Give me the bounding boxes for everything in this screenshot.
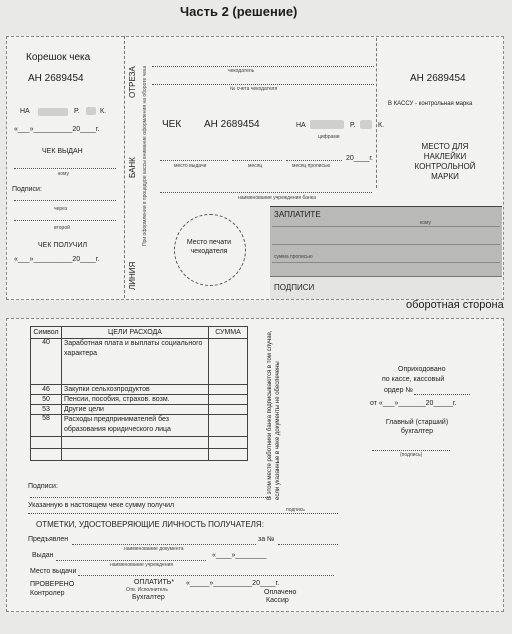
month-words-label: месяц прописью [292, 163, 331, 169]
main-date: 20____г. [346, 155, 374, 162]
oprih-line1: по кассе, кассовый [382, 376, 445, 383]
za-no-label: за № [258, 536, 275, 543]
provereno-label: ПРОВЕРЕНО [30, 581, 75, 588]
row-text: Другие цели [62, 405, 209, 415]
stub-na: НА [20, 108, 30, 115]
stub-title: Корешок чека [26, 52, 91, 63]
main-ciframi: цифрами [318, 134, 340, 140]
row-text: Закупки сельхозпродуктов [62, 385, 209, 395]
mesto-label: Место выдачи [30, 568, 77, 575]
pay-line-3 [272, 262, 500, 263]
oprih-sign-line [372, 450, 450, 451]
stub-issued-line [14, 168, 116, 169]
bank-line [160, 192, 372, 193]
stamp-label: Место печати чекодателя [186, 239, 232, 255]
ots-isp-label: Отв. Исполнитель [126, 587, 168, 593]
row-sum [209, 449, 248, 461]
received-podpis: подпись [286, 507, 305, 513]
signatures-label: ПОДПИСИ [274, 283, 315, 292]
bank-name-label: наименование учреждения банка [238, 195, 316, 201]
main-kop-blur [360, 120, 372, 129]
account-line [152, 84, 374, 85]
row-sum [209, 405, 248, 415]
oplat-date: «_____»__________20____г. [186, 580, 280, 587]
oplacheno-label: Оплачено [264, 589, 297, 596]
spine-liniya: ЛИНИЯ [128, 261, 137, 290]
month-label: месяц [248, 163, 263, 169]
main-rub: Р. [350, 122, 356, 129]
stub-cherez: через [54, 206, 68, 212]
drawer-line [152, 66, 374, 67]
stub-kop-blur [86, 107, 96, 115]
stub-second-line [14, 220, 116, 221]
stub-separator [124, 36, 125, 298]
pay-line-1 [272, 226, 500, 227]
pay-komu: кому [420, 220, 432, 226]
pay-line-2 [272, 244, 500, 245]
stub-komu: кому [58, 171, 70, 177]
place-line [160, 160, 228, 161]
row-code: 40 [31, 339, 62, 385]
za-no-line [278, 544, 338, 545]
stub-date: «___»__________20____г. [14, 126, 100, 133]
col-symbol: Символ [31, 327, 62, 339]
page-title: Часть 2 (решение) [180, 4, 298, 19]
main-chek: ЧЕК [162, 119, 182, 130]
row-sum [209, 385, 248, 395]
vydan-line [56, 560, 206, 561]
stub-date2: «___»__________20____г. [14, 256, 100, 263]
main-na: НА [296, 122, 306, 129]
right-number: АН 2689454 [410, 73, 466, 84]
main-amount-blur [310, 120, 344, 129]
back-sign-line [30, 497, 270, 498]
predyavlen-label: Предъявлен [28, 536, 69, 543]
oprih-order-line [414, 394, 470, 395]
spine-bank: БАНК [128, 157, 137, 178]
month-line [232, 160, 282, 161]
row-sum [209, 437, 248, 449]
back-signatures: Подписи: [28, 483, 58, 490]
received-text: Указанную в настоящем чеке сумму получил [28, 502, 175, 509]
reverse-label: оборотная сторона [406, 299, 504, 311]
vydan-date: «____»________ [212, 552, 267, 559]
account-label: № счета чекодателя [230, 86, 278, 92]
doc-label: наименование документа [124, 546, 184, 552]
row-code: 50 [31, 395, 62, 405]
row-text [62, 437, 209, 449]
row-text: Пенсии, пособия, страхов. возм. [62, 395, 209, 405]
row-code: 53 [31, 405, 62, 415]
kassir-label: Кассир [266, 597, 289, 604]
row-text: Расходы предпринимателей без образования юридического лица [62, 415, 209, 437]
pay-zone-top [270, 206, 502, 207]
row-text: Заработная плата и выплаты социального характера [62, 339, 209, 385]
vertical-note: В этом месте работники банка подписываются в том случае, если указанные в чеке документы не обеспечены [267, 330, 281, 500]
expense-table [30, 326, 248, 461]
row-sum [209, 339, 248, 385]
spine-otreza: ОТРЕЗА [128, 66, 137, 98]
oprih-podpis: (подпись) [400, 452, 423, 458]
kassa-label: В КАССУ - контрольная марка [388, 101, 473, 107]
col-sum: СУММА [209, 327, 248, 339]
stub-amount-blur [38, 108, 68, 116]
right-separator [376, 38, 377, 188]
row-sum [209, 395, 248, 405]
stub-kop: К. [100, 108, 107, 115]
spine-fine: При оформлении в процедуре кассы внимание оформления на обороте чека [142, 65, 148, 246]
row-code [31, 449, 62, 461]
drawer-label: чекодатель [228, 68, 255, 74]
pay-label: ЗАПЛАТИТЕ [274, 210, 321, 219]
kontroler-label: Контролер [30, 590, 65, 597]
stub-vtoroi: второй [54, 225, 70, 231]
mesto-line [78, 575, 334, 576]
predyavlen-line [72, 544, 256, 545]
oprih-buh: Главный (старший) бухгалтер [385, 419, 449, 435]
marka-place: МЕСТО ДЛЯ НАКЛЕЙКИ КОНТРОЛЬНОЙ МАРКИ [414, 142, 476, 181]
col-purpose: ЦЕЛИ РАСХОДА [62, 327, 209, 339]
otmetki-title: ОТМЕТКИ, УДОСТОВЕРЯЮЩИЕ ЛИЧНОСТЬ ПОЛУЧАТЕЛЯ: [36, 520, 264, 529]
vydan-inst-label: наименование учреждения [110, 562, 174, 568]
main-number: АН 2689454 [204, 119, 260, 130]
row-code: 58 [31, 415, 62, 437]
stub-rub: Р. [74, 108, 80, 115]
buhgalter-label: Бухгалтер [132, 594, 165, 601]
month-words-line [286, 160, 342, 161]
oprih-date: от «___»_______20_____г. [370, 400, 457, 407]
row-code [31, 437, 62, 449]
pay-summa: сумма прописью [274, 254, 313, 260]
oprih-order: ордер № [384, 387, 413, 394]
row-text [62, 449, 209, 461]
stub-issued: ЧЕК ВЫДАН [42, 148, 83, 155]
row-sum [209, 415, 248, 437]
received-line [28, 513, 338, 514]
place-label: место выдачи [174, 163, 207, 169]
stub-number: АН 2689454 [28, 73, 84, 84]
stub-received: ЧЕК ПОЛУЧИЛ [38, 242, 88, 249]
stub-sign-line [14, 200, 116, 201]
stub-signatures: Подписи: [12, 186, 42, 193]
row-code: 46 [31, 385, 62, 395]
main-kop: К. [378, 122, 385, 129]
vydan-label: Выдан [32, 552, 54, 559]
oplatit-label: ОПЛАТИТЬ* [134, 579, 175, 586]
oprih-title: Оприходовано [398, 366, 446, 373]
